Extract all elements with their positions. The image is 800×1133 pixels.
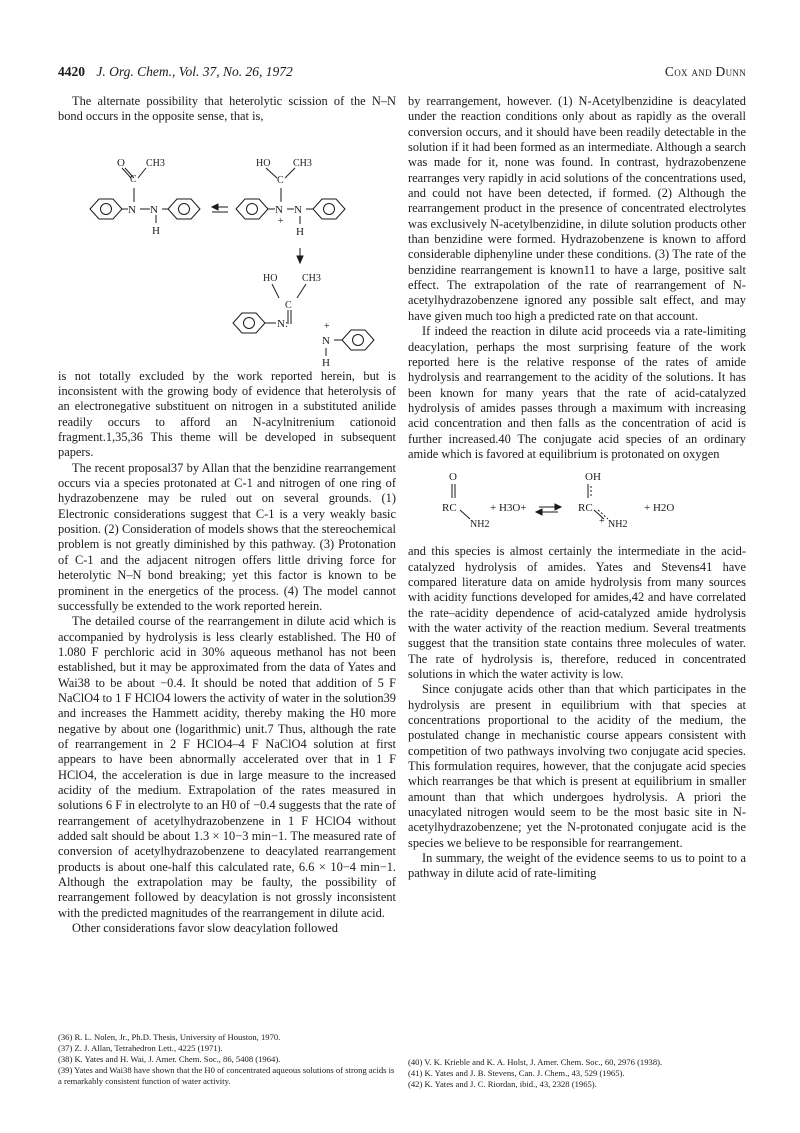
paragraph: The alternate possibility that heterolytic scission of the N–N bond occurs in the opposite sense, that is, <box>58 94 396 124</box>
eq-h2o: + H2O <box>644 502 675 515</box>
scheme-plus: + <box>324 320 330 332</box>
paragraph: by rearrangement, however. (1) N-Acetylbenzidine is deacylated under the reaction conditions only about as rapidly as the overall conversion occurs, and it should have been readily detectable in the solution if it had been formed as an intermediate. Although a search was made for it, none was found. In contrast, hydrazobenzene rearranges very rapidly in acid solutions of the concentrations used, and could not have been detected, if formed. (2) Although the rearrangement product in the presence of concentrated electrolytes was exclusively N-acetylbenzidine, in dilute solution products other than benzidine were formed. Hydrazobenzene is known to afford considerable diphenyline under these conditions. (3) The rate of the benzidine rearrangement is known11 to have a large, positive salt effect. The extrapolation of the rate of rearrangement of N-acetylhydrazobenzene ignored any possible salt effect, and may have given much too high a predicted rate on that account. <box>408 94 746 323</box>
scheme-h: H <box>296 225 304 238</box>
eq-h3o: + H3O+ <box>490 502 527 515</box>
scheme-c: C <box>285 299 292 311</box>
eq-o: O <box>449 471 457 484</box>
eq-oh: OH <box>585 471 601 484</box>
scheme-ch3: CH3 <box>146 157 165 169</box>
scheme-o: O <box>117 156 125 169</box>
running-header <box>58 64 746 84</box>
scheme-ho: HO <box>263 272 278 284</box>
paragraph: If indeed the reaction in dilute acid proceeds via a rate-limiting deacylation, perhaps the most surprising feature of the work reported here is the relative response of the rates of amide hydrolysis and rearrangement to the acidity of the solutions. It has been known for many years that the rate of acid-catalyzed hydrolysis of amides passes through a maximum with increasing acid concentration and then falls as the concentration of acid is further increased.40 The conjugate acid species of an ordinary amide which is favored at equilibrium is protonated on oxygen <box>408 324 746 461</box>
footnote: (42) K. Yates and J. C. Riordan, ibid., 43, 2328 (1965). <box>408 1079 597 1090</box>
paragraph: Since conjugate acids other than that which participates in the hydrolysis are present in equilibrium with that species at concentrations proportional to the acidity of the medium, the postulated change in mechanistic course appears consistent with competition of two pathways involving two conjugate acid species. This formulation requires, however, that the conjugate acid species which rearranges be that which is present at equilibrium in smaller amount than that which undergoes hydrolysis. A priori the unacylated nitrogen would seem to be the most basic site in N-acetylhydrazobenzene; yet the N-protonated conjugate acid is the species we believe to be responsible for rearrangement. <box>408 682 746 850</box>
scheme-ch3: CH3 <box>302 272 321 284</box>
scheme-c: C <box>130 173 137 185</box>
footnotes-left <box>58 1032 396 1087</box>
footnote: (40) V. K. Krieble and K. A. Holst, J. Amer. Chem. Soc., 60, 2976 (1938). <box>408 1057 663 1067</box>
reaction-scheme-svg <box>58 126 396 366</box>
paragraph: In summary, the weight of the evidence seems to us to point to a pathway in dilute acid of rate-limiting <box>408 851 746 881</box>
footnotes-right <box>408 1057 746 1090</box>
eq-rc: RC <box>578 502 593 515</box>
header-authors: Cox and Dunn <box>664 64 746 79</box>
footnote: (38) K. Yates and H. Wai, J. Amer. Chem. Soc., 86, 5408 (1964). <box>58 1054 281 1065</box>
header-left <box>58 64 293 80</box>
paragraph: The recent proposal37 by Allan that the benzidine rearrangement occurs via a species protonated at C-1 and nitrogen of one ring of hydrazobenzene may be ruled out on several grounds. (1) Electronic considerations suggest that C-1 is a very weakly basic position. (2) Consideration of models shows that the stereochemical problem is not greatly diminished by this pathway. (3) Protonation of C-1 and the adjacent nitrogen offers little driving force for heterolytic N–N bond breaking; yet this factor is known to be prominent in the energetics of the process. (4) The model cannot successfully be extended to the work reported herein. <box>58 460 396 613</box>
left-column <box>58 94 396 936</box>
paragraph: The detailed course of the rearrangement in dilute acid which is accompanied by hydrolysis is less clearly established. The H0 of 1.080 F perchloric acid in 30% aqueous methanol has not been established, but it may be approximated from the data of Yates and Wai38 to be about −0.4. It should be noted that addition of 5 F NaClO4 to 1 F HClO4 lowers the activity of water in the solution39 and increases the Hammett acidity, thereby making the H0 more negative by about one (logarithmic) unit.7 Thus, although the rate of rearrangement in 2 F HClO4–4 F NaClO4 solution at first appears to have been abnormally accelerated over that in 1 F HClO4, the acceleration is due in large measure to the increased acidity of the medium. Extrapolation of the rates measured in solutions 6 F in electrolyte to an H0 of −0.4 suggests that the rate of rearrangement of acetylhydrazobenzene in 1 F HClO4 without added salt should be about 1.3 × 10−3 min−1. The measured rate of conversion of acetylhydrazobenzene to deacylated rearrangement products is about one-half this calculated rate, 6.6 × 10−4 min−1. Although the extrapolation may be faulty, the possibility of rearrangement followed by deacylation is not grossly inconsistent with the predicted magnitudes of the rearrangement in dilute acid. <box>58 614 396 920</box>
footnote: (39) Yates and Wai38 have shown that the H0 of concentrated aqueous solutions of strong acids is a remarkably consistent function of water activity. <box>58 1065 395 1087</box>
amide-protonation-equation <box>408 466 746 538</box>
scheme-n-colon: N: <box>277 317 288 330</box>
footnote: (37) Z. J. Allan, Tetrahedron Lett., 4225 (1971). <box>58 1043 223 1054</box>
scheme-ho: HO <box>256 157 271 169</box>
paragraph: Other considerations favor slow deacylation followed <box>72 921 338 936</box>
scheme-n: N <box>275 203 283 216</box>
eq-rc: RC <box>442 502 457 515</box>
scheme-h: H <box>152 224 160 237</box>
footnote: (36) R. L. Nolen, Jr., Ph.D. Thesis, University of Houston, 1970. <box>58 1032 281 1042</box>
eq-plus: + <box>599 516 605 528</box>
scheme-n: N <box>294 203 302 216</box>
scheme-plus: + <box>278 215 284 227</box>
right-column <box>408 94 746 882</box>
reaction-scheme <box>58 126 396 366</box>
paragraph: is not totally excluded by the work reported herein, but is inconsistent with the growing body of evidence that heterolysis of an electronegative substituent on nitrogen in a substituted anilide readily occurs to afford an N-acylnitrenium cationoid fragment.1,35,36 This theme will be developed in subsequent papers. <box>58 368 396 460</box>
eq-nh2: NH2 <box>470 519 490 531</box>
scheme-n: N <box>150 203 158 216</box>
journal-citation: J. Org. Chem., Vol. 37, No. 26, 1972 <box>96 64 293 79</box>
scheme-ch3: CH3 <box>293 157 312 169</box>
page-number: 4420 <box>58 64 85 79</box>
equation-svg <box>408 466 746 538</box>
scheme-h: H <box>322 356 330 366</box>
footnote: (41) K. Yates and J. B. Stevens, Can. J. Chem., 43, 529 (1965). <box>408 1068 625 1079</box>
scheme-n: N <box>322 334 330 347</box>
eq-nh2: NH2 <box>608 519 628 531</box>
paragraph: and this species is almost certainly the intermediate in the acid-catalyzed hydrolysis of amides. Yates and Stevens41 have compared literature data on amide hydrolysis from many sources with acidity functions developed for amides,42 and have correlated the rate–acidity dependence of acid-catalyzed amide hydrolysis with the water activity of the reaction medium. Several treatments suggest that the transition state contains three molecules of water. The rate of hydrolysis is, therefore, reduced in concentrated solutions in which the water activity is low. <box>408 544 746 681</box>
scheme-n: N <box>128 203 136 216</box>
scheme-c: C <box>277 174 284 186</box>
